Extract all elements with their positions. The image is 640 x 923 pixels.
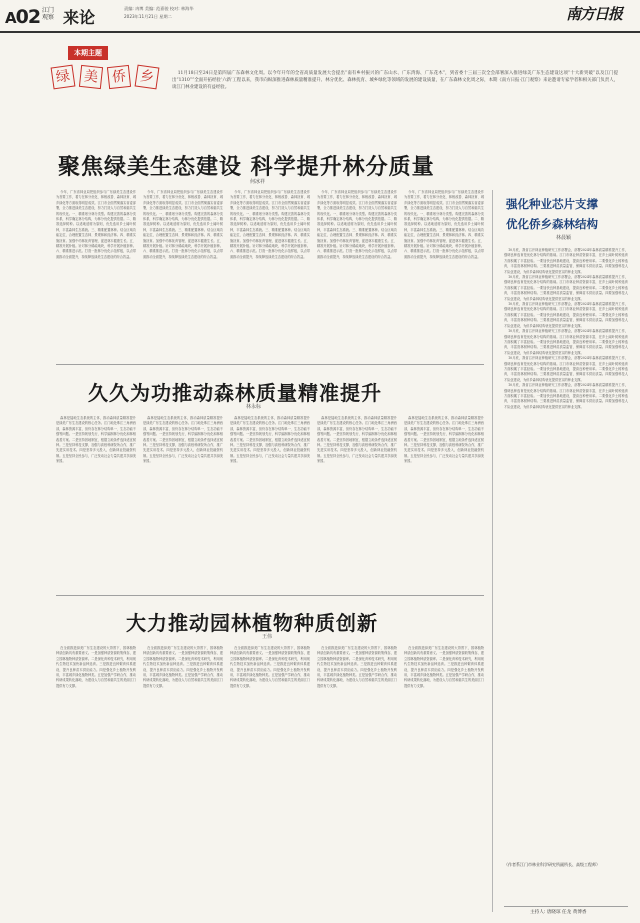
article3-title: 大力推动园林植物种质创新 (126, 611, 378, 635)
theme-title (52, 66, 158, 88)
editor-credit (530, 909, 586, 915)
article4-byline: 林晨颖 (556, 235, 572, 241)
editor-label: 主持人: (530, 910, 546, 915)
theme-char-2: 美 (79, 65, 103, 89)
article2-column-1: 森林是陆地生态系统的主体，推动森林质量精准提升是绿美广东生态建设的核心任务。江门地处珠江三角洲西部，森林资源丰富，但仍存在林分结构单一、生态功能不强等问题。一是坚持规划先行，科学编制林分优化和林相改善方案。二是坚持因地制宜，根据立地条件选择适宜树种。三是坚持科技支撑，加强与高校科研院所合作，推广先进实用技术。四是坚持多元投入，创新林业投融资机制。五是坚持全民参与，广泛发动社会力量共建共享绿美家园。 (56, 416, 136, 464)
article3-byline: 王伟 (262, 634, 273, 640)
article1-column-4: 今年，广东省林业局把组织参与广东绿美生态建设作为首要工作，着力在林分优化、林相改善、森林抚育、城乡绿化等方面取得明显成效。江门市全面贯彻落实省委部署，全力推进绿美生态建设，努力打造人与自然和谐共生的现代化。一、精准划分林分类型。构建完善的森林分类体系，科学确定林分结构，为林分优化提供依据。二、精准选择树种。以适地适树为原则，优先选用乡土阔叶树种，丰富森林生态系统。三、精准配置林种。结合区域功能定位，合理配置生态林、景观林和经济林。四、精准实施抚育。加强中幼林抚育管理，促进林木健康生长。五、精准开展补植。针对林分稀疏地块，科学开展补植套种。六、精准推进示范。打造一批林分优化示范样板，以点带面推动全面提升，持续释放绿美生态建设的综合效益。 (317, 190, 397, 259)
article3-column-3: 在全面推进绿美广东生态建设的大背景下，园林植物种质创新具有重要意义。一是加强种质资源收集保存，建立园林植物种质资源库。二是深化育种技术研究，利用现代生物技术加快新品种选育。三是推进良种繁育体系建设，提升良种苗木供应能力。四是强化乡土植物开发利用，丰富城乡绿化植物种类。五是加强产学研合作，推动科研成果转化落地，为建设人与自然和谐共生的美丽江门提供有力支撑。 (230, 646, 310, 688)
column-tag (50, 44, 170, 104)
theme-char-3: 侨 (107, 65, 131, 89)
article4-title-line1: 强化种业芯片支撑 (506, 197, 598, 211)
article1-column-5: 今年，广东省林业局把组织参与广东绿美生态建设作为首要工作，着力在林分优化、林相改善、森林抚育、城乡绿化等方面取得明显成效。江门市全面贯彻落实省委部署，全力推进绿美生态建设，努力打造人与自然和谐共生的现代化。一、精准划分林分类型。构建完善的森林分类体系，科学确定林分结构，为林分优化提供依据。二、精准选择树种。以适地适树为原则，优先选用乡土阔叶树种，丰富森林生态系统。三、精准配置林种。结合区域功能定位，合理配置生态林、景观林和经济林。四、精准实施抚育。加强中幼林抚育管理，促进林木健康生长。五、精准开展补植。针对林分稀疏地块，科学开展补植套种。六、精准推进示范。打造一批林分优化示范样板，以点带面推动全面提升，持续释放绿美生态建设的综合效益。 (404, 190, 484, 259)
intro-paragraph: 11月18日至24日是第四届广东森林文化周。以今年开年的全省高质量发展大会提出“南有乡村振兴的广东山水、广东湾海、广东花木”，到省委十三届三次全会部署深入推进绿美广东生态建设这项“十大新突破”以及江门提出“1310”“全面开拓经验‘六新’工程以来，我市向纵深推进森林质量精准提升、林分优化、森林抚育、城乡绿化等领域的发展的建设质量，在广东森林文化周之际，本期《南方日报·江门观察》来论邀请专家学者和相关部门负责人，谈江门林业建设的有益经验。 (172, 71, 618, 91)
article3-column-5: 在全面推进绿美广东生态建设的大背景下，园林植物种质创新具有重要意义。一是加强种质资源收集保存，建立园林植物种质资源库。二是深化育种技术研究，利用现代生物技术加快新品种选育。三是推进良种繁育体系建设，提升良种苗木供应能力。四是强化乡土植物开发利用，丰富城乡绿化植物种类。五是加强产学研合作，推动科研成果转化落地，为建设人与自然和谐共生的美丽江门提供有力支撑。 (404, 646, 484, 688)
page-prefix: A (5, 9, 16, 27)
footer-rule (504, 906, 628, 907)
page-suffix: 02 (15, 6, 41, 28)
meta-line-1: 责编: 冉博 美编: 范嘉骏 校对: 林海华 (124, 6, 194, 11)
theme-char-4: 乡 (135, 65, 160, 90)
masthead (0, 0, 640, 40)
article1-column-2: 今年，广东省林业局把组织参与广东绿美生态建设作为首要工作，着力在林分优化、林相改善、森林抚育、城乡绿化等方面取得明显成效。江门市全面贯彻落实省委部署，全力推进绿美生态建设，努力打造人与自然和谐共生的现代化。一、精准划分林分类型。构建完善的森林分类体系，科学确定林分结构，为林分优化提供依据。二、精准选择树种。以适地适树为原则，优先选用乡土阔叶树种，丰富森林生态系统。三、精准配置林种。结合区域功能定位，合理配置生态林、景观林和经济林。四、精准实施抚育。加强中幼林抚育管理，促进林木健康生长。五、精准开展补植。针对林分稀疏地块，科学开展补植套种。六、精准推进示范。打造一批林分优化示范样板，以点带面推动全面提升，持续释放绿美生态建设的综合效益。 (143, 190, 223, 259)
section-divider-1 (56, 364, 484, 365)
article2-title: 久久为功推动森林质量精准提升 (88, 381, 382, 405)
section-title: 来论 (63, 8, 96, 27)
article3-column-2: 在全面推进绿美广东生态建设的大背景下，园林植物种质创新具有重要意义。一是加强种质资源收集保存，建立园林植物种质资源库。二是深化育种技术研究，利用现代生物技术加快新品种选育。三是推进良种繁育体系建设，提升良种苗木供应能力。四是强化乡土植物开发利用，丰富城乡绿化植物种类。五是加强产学研合作，推动科研成果转化落地，为建设人与自然和谐共生的美丽江门提供有力支撑。 (143, 646, 223, 688)
article4-column: 10月底，我省召开林业种植研究工作部署会，部署2024年森林质量精准提升工作，强调良种选育是优化林分结构的基础。江门市林业种苗资源丰富，在乡土阔叶树种选育方面积累了丰富经验。一要加快良种基地建设，提高良种使用率。二要强化乡土树种选育，丰富造林树种结构。三要推进种苗质量监管，保障苗木供应质量。四要加强科技人才队伍建设，为侨乡森林结构优化提供坚实的种业支撑。 10月底，我省召开林业种植研究工作部署会，部署2024年森林质量精准提升工作，强调良种选育是优化林分结构的基础。江门市林业种苗资源丰富，在乡土阔叶树种选育方面积累了丰富经验。一要加快良种基地建设，提高良种使用率。二要强化乡土树种选育，丰富造林树种结构。三要推进种苗质量监管，保障苗木供应质量。四要加强科技人才队伍建设，为侨乡森林结构优化提供坚实的种业支撑。 10月底，我省召开林业种植研究工作部署会，部署2024年森林质量精准提升工作，强调良种选育是优化林分结构的基础。江门市林业种苗资源丰富，在乡土阔叶树种选育方面积累了丰富经验。一要加快良种基地建设，提高良种使用率。二要强化乡土树种选育，丰富造林树种结构。三要推进种苗质量监管，保障苗木供应质量。四要加强科技人才队伍建设，为侨乡森林结构优化提供坚实的种业支撑。 10月底，我省召开林业种植研究工作部署会，部署2024年森林质量精准提升工作，强调良种选育是优化林分结构的基础。江门市林业种苗资源丰富，在乡土阔叶树种选育方面积累了丰富经验。一要加快良种基地建设，提高良种使用率。二要强化乡土树种选育，丰富造林树种结构。三要推进种苗质量监管，保障苗木供应质量。四要加强科技人才队伍建设，为侨乡森林结构优化提供坚实的种业支撑。 10月底，我省召开林业种植研究工作部署会，部署2024年森林质量精准提升工作，强调良种选育是优化林分结构的基础。江门市林业种苗资源丰富，在乡土阔叶树种选育方面积累了丰富经验。一要加快良种基地建设，提高良种使用率。二要强化乡土树种选育，丰富造林树种结构。三要推进种苗质量监管，保障苗木供应质量。四要加强科技人才队伍建设，为侨乡森林结构优化提供坚实的种业支撑。 10月底，我省召开林业种植研究工作部署会，部署2024年森林质量精准提升工作，强调良种选育是优化林分结构的基础。江门市林业种苗资源丰富，在乡土阔叶树种选育方面积累了丰富经验。一要加快良种基地建设，提高良种使用率。二要强化乡土树种选育，丰富造林树种结构。三要推进种苗质量监管，保障苗木供应质量。四要加强科技人才队伍建设，为侨乡森林结构优化提供坚实的种业支撑。 (504, 248, 628, 409)
meta-line-2: 2023年11月21日 星期二 (124, 14, 172, 19)
theme-char-1: 绿 (51, 65, 76, 90)
article1-column-3: 今年，广东省林业局把组织参与广东绿美生态建设作为首要工作，着力在林分优化、林相改善、森林抚育、城乡绿化等方面取得明显成效。江门市全面贯彻落实省委部署，全力推进绿美生态建设，努力打造人与自然和谐共生的现代化。一、精准划分林分类型。构建完善的森林分类体系，科学确定林分结构，为林分优化提供依据。二、精准选择树种。以适地适树为原则，优先选用乡土阔叶树种，丰富森林生态系统。三、精准配置林种。结合区域功能定位，合理配置生态林、景观林和经济林。四、精准实施抚育。加强中幼林抚育管理，促进林木健康生长。五、精准开展补植。针对林分稀疏地块，科学开展补植套种。六、精准推进示范。打造一批林分优化示范样板，以点带面推动全面提升，持续释放绿美生态建设的综合效益。 (230, 190, 310, 259)
article3-column-4: 在全面推进绿美广东生态建设的大背景下，园林植物种质创新具有重要意义。一是加强种质资源收集保存，建立园林植物种质资源库。二是深化育种技术研究，利用现代生物技术加快新品种选育。三是推进良种繁育体系建设，提升良种苗木供应能力。四是强化乡土植物开发利用，丰富城乡绿化植物种类。五是加强产学研合作，推动科研成果转化落地，为建设人与自然和谐共生的美丽江门提供有力支撑。 (317, 646, 397, 688)
article1-byline: 何冰祥 (250, 179, 266, 185)
article2-column-5: 森林是陆地生态系统的主体，推动森林质量精准提升是绿美广东生态建设的核心任务。江门地处珠江三角洲西部，森林资源丰富，但仍存在林分结构单一、生态功能不强等问题。一是坚持规划先行，科学编制林分优化和林相改善方案。二是坚持因地制宜，根据立地条件选择适宜树种。三是坚持科技支撑，加强与高校科研院所合作，推广先进实用技术。四是坚持多元投入，创新林业投融资机制。五是坚持全民参与，广泛发动社会力量共建共享绿美家园。 (404, 416, 484, 464)
city-tag (42, 7, 64, 21)
article1-title: 聚焦绿美生态建设 科学提升林分质量 (58, 155, 435, 180)
author-note: （作者系江门市林业科学研究所副所长、高级工程师） (504, 862, 600, 867)
article2-byline: 林永标 (246, 404, 262, 410)
article1-column-1: 今年，广东省林业局把组织参与广东绿美生态建设作为首要工作，着力在林分优化、林相改善、森林抚育、城乡绿化等方面取得明显成效。江门市全面贯彻落实省委部署，全力推进绿美生态建设，努力打造人与自然和谐共生的现代化。一、精准划分林分类型。构建完善的森林分类体系，科学确定林分结构，为林分优化提供依据。二、精准选择树种。以适地适树为原则，优先选用乡土阔叶树种，丰富森林生态系统。三、精准配置林种。结合区域功能定位，合理配置生态林、景观林和经济林。四、精准实施抚育。加强中幼林抚育管理，促进林木健康生长。五、精准开展补植。针对林分稀疏地块，科学开展补植套种。六、精准推进示范。打造一批林分优化示范样板，以点带面推动全面提升，持续释放绿美生态建设的综合效益。 (56, 190, 136, 259)
right-column-divider (492, 190, 493, 912)
city-tag-line1: 江门 (42, 7, 55, 14)
masthead-divider (0, 31, 640, 33)
editor-names: 唐晓琼 任龙 黄博香 (546, 910, 587, 915)
article2-column-2: 森林是陆地生态系统的主体，推动森林质量精准提升是绿美广东生态建设的核心任务。江门地处珠江三角洲西部，森林资源丰富，但仍存在林分结构单一、生态功能不强等问题。一是坚持规划先行，科学编制林分优化和林相改善方案。二是坚持因地制宜，根据立地条件选择适宜树种。三是坚持科技支撑，加强与高校科研院所合作，推广先进实用技术。四是坚持多元投入，创新林业投融资机制。五是坚持全民参与，广泛发动社会力量共建共享绿美家园。 (143, 416, 223, 464)
article2-column-4: 森林是陆地生态系统的主体，推动森林质量精准提升是绿美广东生态建设的核心任务。江门地处珠江三角洲西部，森林资源丰富，但仍存在林分结构单一、生态功能不强等问题。一是坚持规划先行，科学编制林分优化和林相改善方案。二是坚持因地制宜，根据立地条件选择适宜树种。三是坚持科技支撑，加强与高校科研院所合作，推广先进实用技术。四是坚持多元投入，创新林业投融资机制。五是坚持全民参与，广泛发动社会力量共建共享绿美家园。 (317, 416, 397, 464)
theme-badge: 本期主题 (68, 46, 108, 60)
article3-column-1: 在全面推进绿美广东生态建设的大背景下，园林植物种质创新具有重要意义。一是加强种质资源收集保存，建立园林植物种质资源库。二是深化育种技术研究，利用现代生物技术加快新品种选育。三是推进良种繁育体系建设，提升良种苗木供应能力。四是强化乡土植物开发利用，丰富城乡绿化植物种类。五是加强产学研合作，推动科研成果转化落地，为建设人与自然和谐共生的美丽江门提供有力支撑。 (56, 646, 136, 688)
paper-logo: 南方日报 (566, 5, 623, 23)
article4-title-line2: 优化侨乡森林结构 (506, 217, 598, 231)
section-divider-2 (56, 595, 484, 596)
page-number (5, 6, 40, 28)
article4-title (506, 196, 628, 232)
city-tag-line2: 观察 (42, 14, 55, 21)
article2-column-3: 森林是陆地生态系统的主体，推动森林质量精准提升是绿美广东生态建设的核心任务。江门地处珠江三角洲西部，森林资源丰富，但仍存在林分结构单一、生态功能不强等问题。一是坚持规划先行，科学编制林分优化和林相改善方案。二是坚持因地制宜，根据立地条件选择适宜树种。三是坚持科技支撑，加强与高校科研院所合作，推广先进实用技术。四是坚持多元投入，创新林业投融资机制。五是坚持全民参与，广泛发动社会力量共建共享绿美家园。 (230, 416, 310, 464)
